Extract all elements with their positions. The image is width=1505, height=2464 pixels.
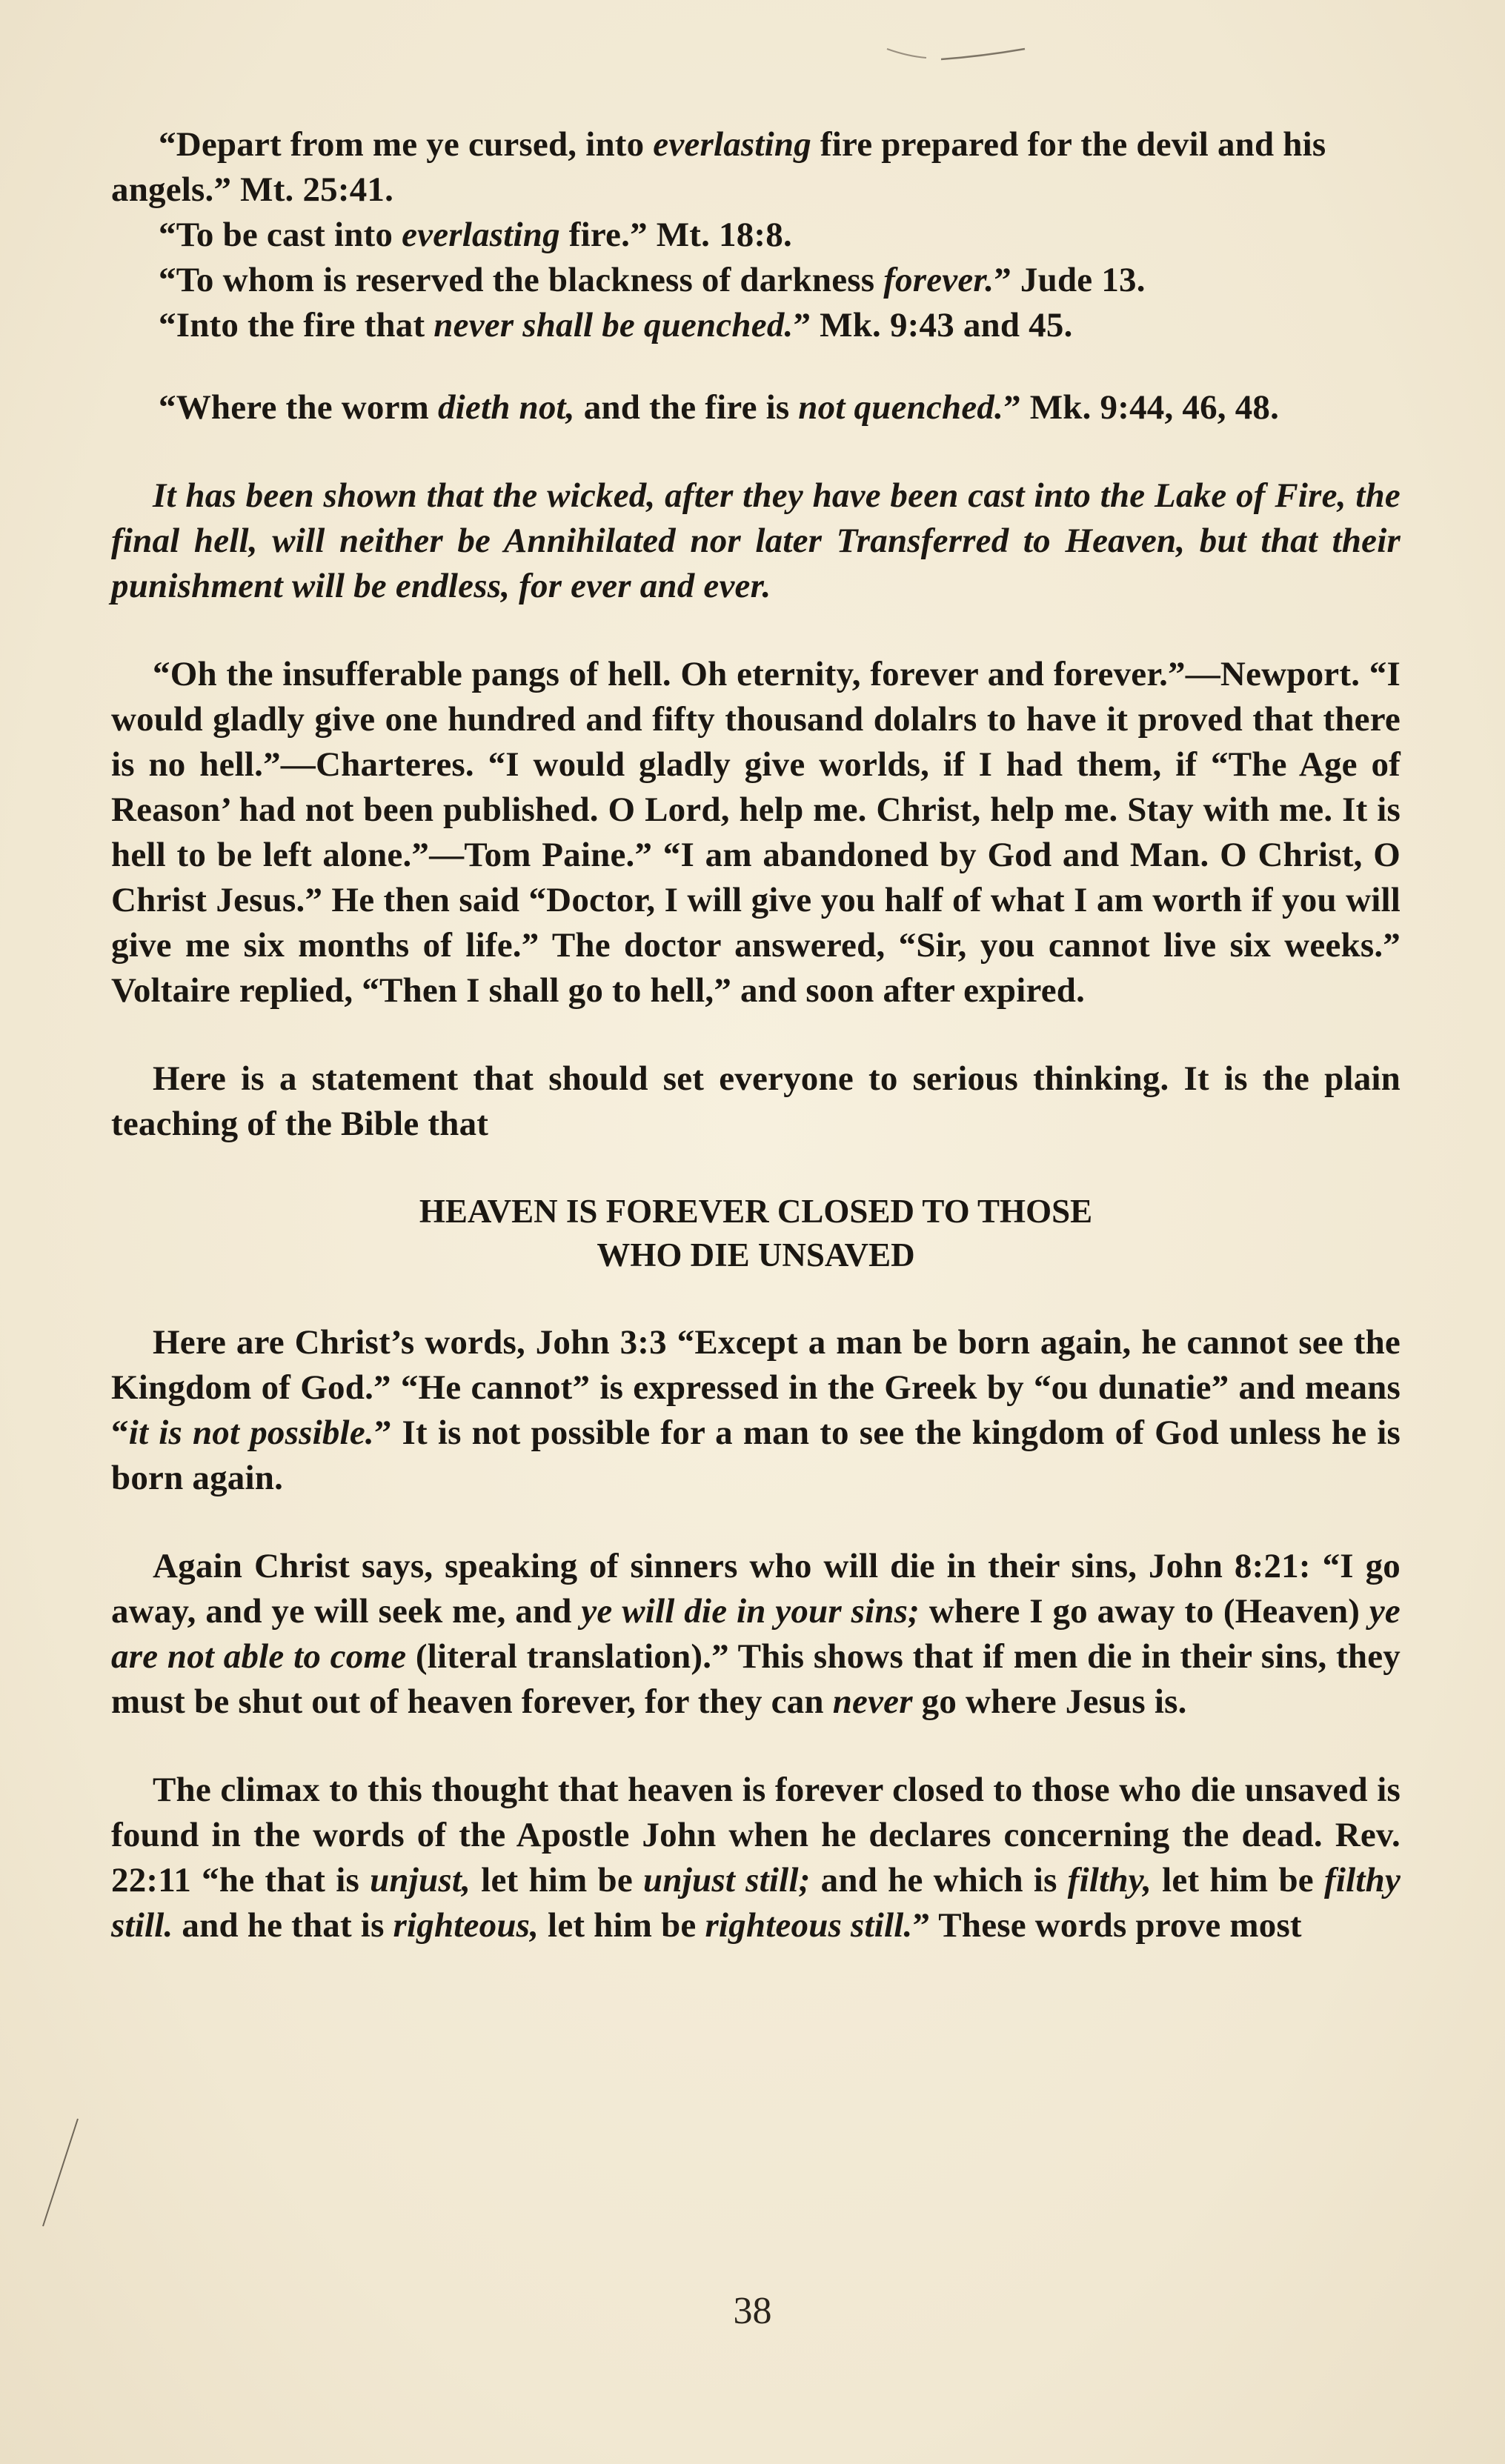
pencil-mark [886, 43, 1026, 65]
heading-line-1: HEAVEN IS FOREVER CLOSED TO THOSE [419, 1193, 1093, 1230]
quote-matthew-18-8: “To be cast into everlasting fire.” Mt. 18:8. [159, 216, 792, 254]
page-body [111, 122, 1401, 1948]
quote-mark-9-43: “Into the fire that never shall be quenched.” Mk. 9:43 and 45. [159, 306, 1073, 344]
john-3-3-paragraph: Here are Christ’s words, John 3:3 “Except a man be born again, he cannot see the Kingdom of God.” “He cannot” is expressed in the Greek by “ou dunatie” and means “it is not possible.” It is not possible for a man to see the kingdom of God unless he is born again. [111, 1323, 1401, 1497]
heading-line-2: WHO DIE UNSAVED [597, 1236, 915, 1273]
quote-jude-13: “To whom is reserved the blackness of darkness forever.” Jude 13. [159, 261, 1146, 299]
climax-paragraph: The climax to this thought that heaven is forever closed to those who die unsaved is found in the words of the Apostle John when he declares concerning the dead. Rev. 22:11 “he that is unjust, let him be unjust still; and he which is filthy, let him be filthy still. and he that is righteous, let him be righteous still.” These words prove most [111, 1771, 1401, 1945]
john-8-21-paragraph: Again Christ says, speaking of sinners who will die in their sins, John 8:21: “I go away, and ye will seek me, and ye will die in your sins; where I go away to (Heaven) ye are not able to come (literal translation).” This shows that if men die in their sins, they must be shut out of heaven forever, for they can never go where Jesus is. [111, 1547, 1401, 1721]
quote-matthew-25-41: “Depart from me ye cursed, into everlasting fire prepared for the devil and his angels.” Mt. 25:41. [111, 125, 1326, 209]
page-number: 38 [733, 2290, 772, 2332]
deathbed-quotes-paragraph: “Oh the insufferable pangs of hell. Oh eternity, forever and forever.”—Newport. “I would gladly give one hundred and fifty thousand dolalrs to have it proved that there is no hell.”—Charteres. “I would gladly give worlds, if I had them, if “The Age of Reason’ had not been published. O Lord, help me. Christ, help me. Stay with me. It is hell to be left alone.”—Tom Paine.” “I am abandoned by God and Man. O Christ, O Christ Jesus.” He then said “Doctor, I will give you half of what I am worth if you will give me six months of life.” The doctor answered, “Sir, you cannot live six weeks.” Voltaire replied, “Then I shall go to hell,” and soon after expired. [111, 655, 1401, 1010]
quote-mark-9-44: “Where the worm dieth not, and the fire is not quenched.” Mk. 9:44, 46, 48. [159, 388, 1280, 427]
statement-paragraph: Here is a statement that should set everyone to serious thinking. It is the plain teaching of the Bible that [111, 1059, 1401, 1143]
summary-paragraph: It has been shown that the wicked, after they have been cast into the Lake of Fire, the final hell, will neither be Annihilated nor later Transferred to Heaven, but that their punishment will be endless, for ever and ever. [111, 476, 1401, 605]
section-heading [111, 1190, 1401, 1277]
margin-pencil-mark [37, 2115, 82, 2234]
